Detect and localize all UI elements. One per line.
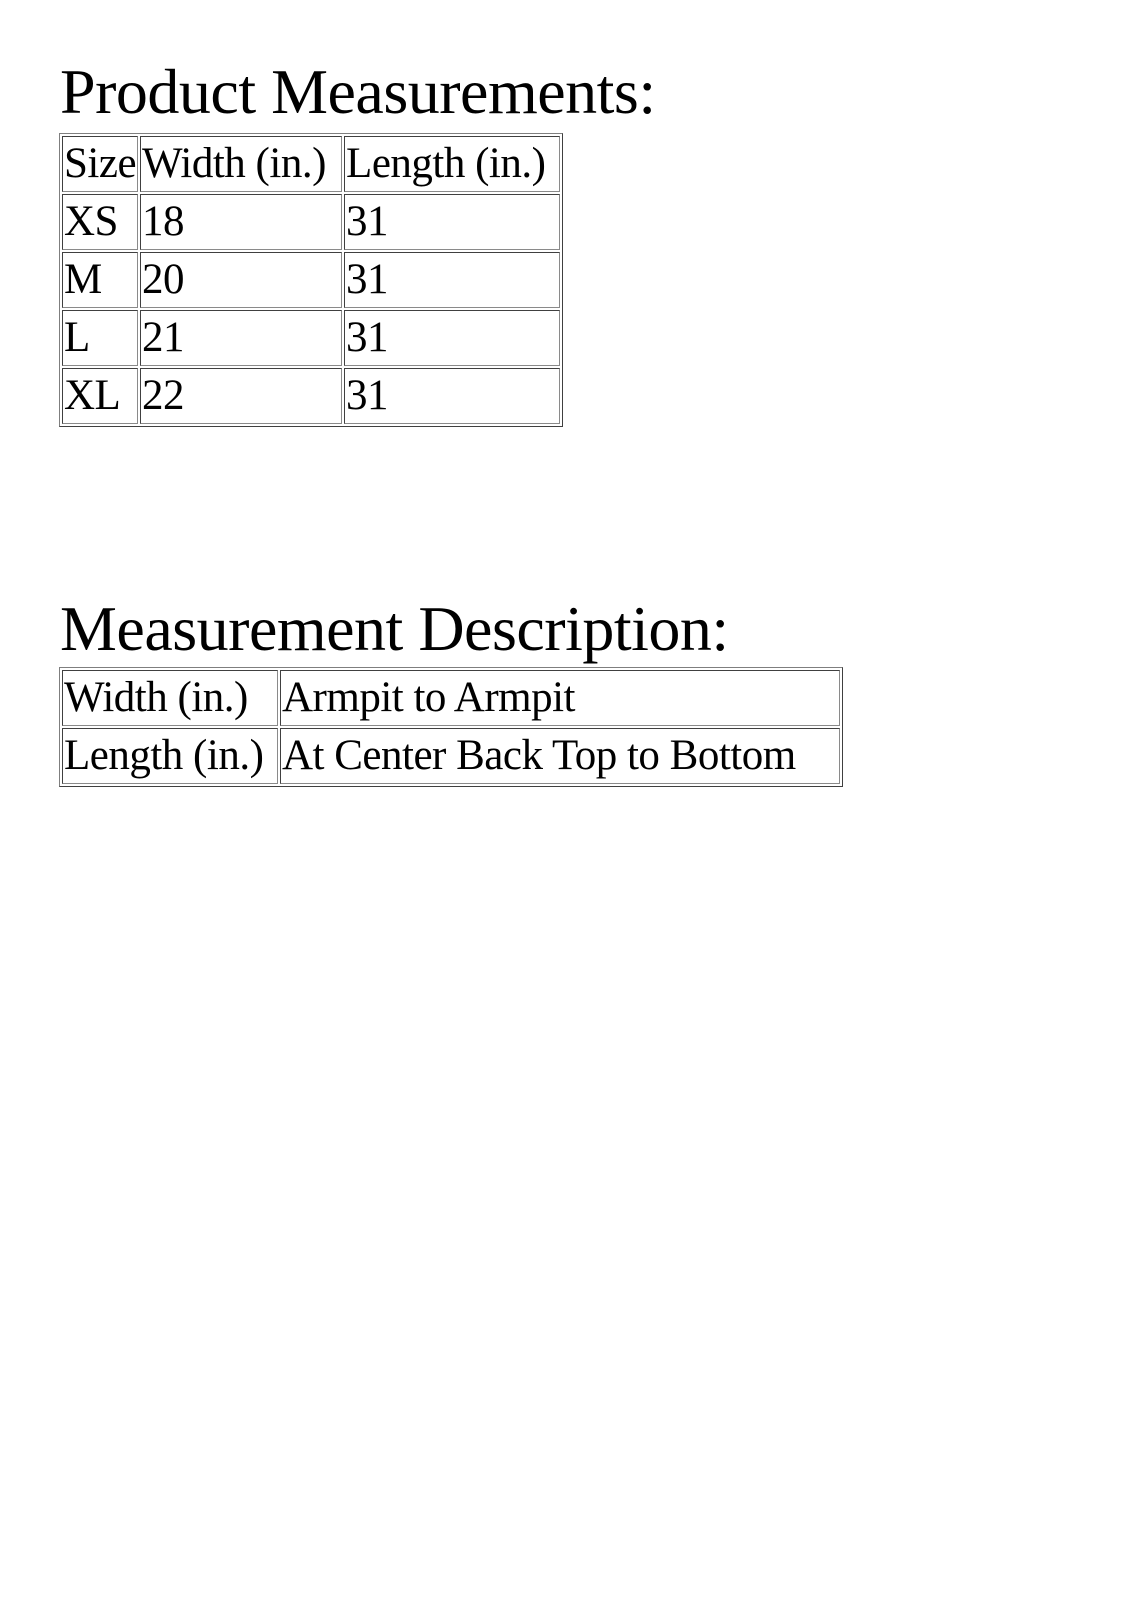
- width-cell: 20: [140, 252, 342, 308]
- size-cell: XL: [62, 368, 138, 424]
- table-row: [62, 728, 840, 784]
- table-row: [62, 252, 560, 308]
- measurement-description-table: [59, 667, 843, 787]
- measurement-term-cell: Length (in.): [62, 728, 278, 784]
- measurement-term-cell: Width (in.): [62, 670, 278, 726]
- width-cell: 22: [140, 368, 342, 424]
- measurement-description-heading: Measurement Description:: [60, 593, 729, 664]
- measurement-definition-cell: Armpit to Armpit: [280, 670, 840, 726]
- width-cell: 21: [140, 310, 342, 366]
- header-cell-width: Width (in.): [140, 136, 342, 192]
- length-cell: 31: [344, 252, 560, 308]
- table-header-row: [62, 136, 560, 192]
- size-cell: XS: [62, 194, 138, 250]
- measurement-definition-cell: At Center Back Top to Bottom: [280, 728, 840, 784]
- table-row: [62, 368, 560, 424]
- header-cell-size: Size: [62, 136, 138, 192]
- header-cell-length: Length (in.): [344, 136, 560, 192]
- size-cell: M: [62, 252, 138, 308]
- table-row: [62, 194, 560, 250]
- length-cell: 31: [344, 368, 560, 424]
- width-cell: 18: [140, 194, 342, 250]
- product-measurements-heading: Product Measurements:: [60, 56, 656, 127]
- size-cell: L: [62, 310, 138, 366]
- length-cell: 31: [344, 310, 560, 366]
- table-row: [62, 310, 560, 366]
- size-chart-table: [59, 133, 563, 427]
- length-cell: 31: [344, 194, 560, 250]
- table-row: [62, 670, 840, 726]
